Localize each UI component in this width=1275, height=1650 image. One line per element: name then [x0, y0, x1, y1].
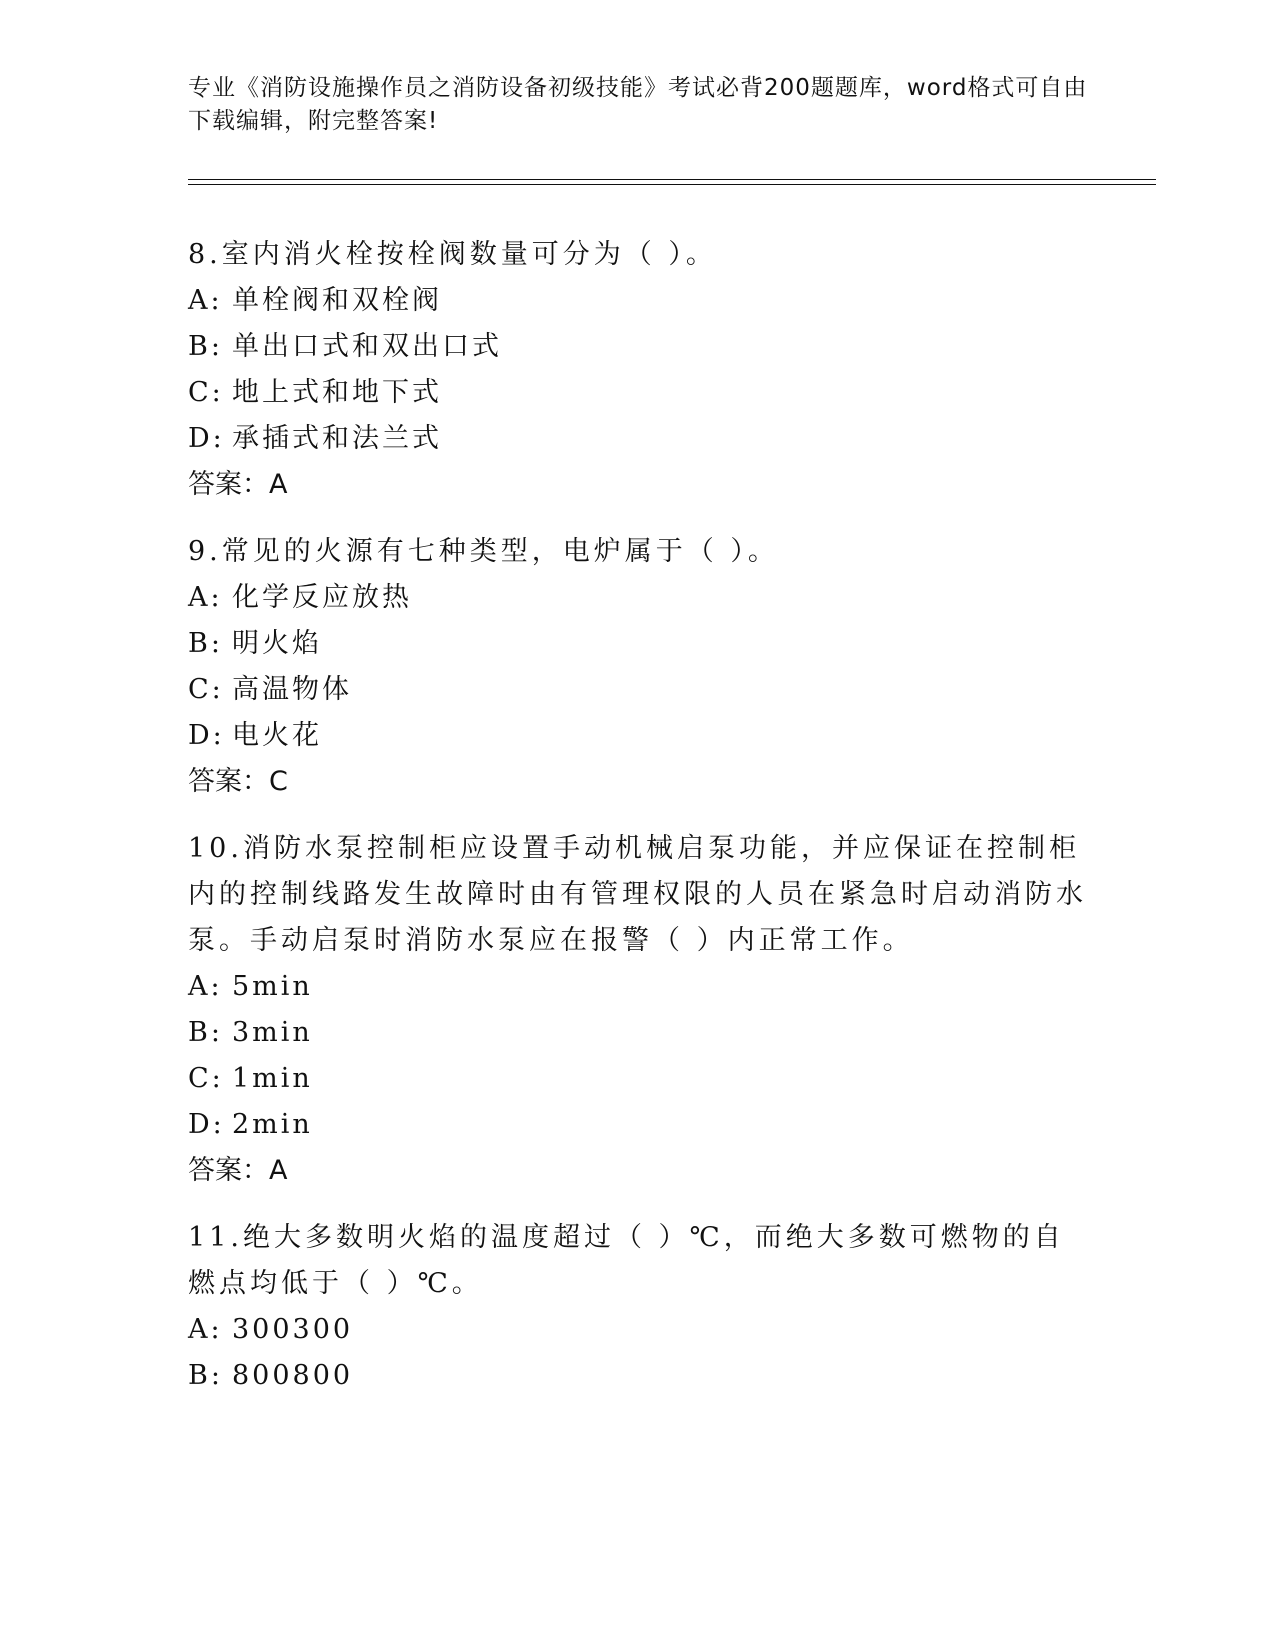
option-key: D: [188, 720, 225, 751]
option-a [188, 1307, 1088, 1353]
question-11 [188, 1215, 1088, 1399]
option-text: 5min [232, 971, 313, 1002]
option-text: 3min [232, 1017, 313, 1048]
option-b [188, 1010, 1088, 1056]
question-10 [188, 826, 1088, 1194]
option-text: 800800 [232, 1360, 354, 1391]
option-key: A: [188, 582, 223, 613]
option-c [188, 1056, 1088, 1102]
option-d [188, 416, 1088, 462]
question-stem: 9.常见的火源有七种类型，电炉属于（ ）。 [188, 536, 779, 567]
option-key: D: [188, 423, 225, 454]
option-key: B: [188, 628, 223, 659]
option-c [188, 667, 1088, 713]
option-text: 电火花 [232, 720, 322, 751]
option-b [188, 1353, 1088, 1399]
option-key: B: [188, 1360, 223, 1391]
question-stem: 10.消防水泵控制柜应设置手动机械启泵功能，并应保证在控制柜内的控制线路发生故障时由有管理权限的人员在紧急时启动消防水泵。手动启泵时消防水泵应在报警（ ）内正常工作。 [188, 833, 1087, 956]
option-a [188, 964, 1088, 1010]
document-header: 专业《消防设施操作员之消防设备初级技能》考试必背200题题库，word格式可自由下载编辑，附完整答案! [188, 75, 1088, 134]
header-divider-top [188, 179, 1156, 180]
question-stem: 8.室内消火栓按栓阀数量可分为（ ）。 [188, 239, 717, 270]
option-key: D: [188, 1109, 225, 1140]
option-text: 2min [232, 1109, 313, 1140]
option-text: 高温物体 [232, 674, 352, 705]
option-text: 地上式和地下式 [232, 377, 442, 408]
answer-line: 答案：C [188, 766, 288, 797]
option-text: 承插式和法兰式 [232, 423, 442, 454]
answer-line: 答案：A [188, 1155, 288, 1186]
question-8 [188, 232, 1088, 508]
option-text: 1min [232, 1063, 313, 1094]
option-d [188, 1102, 1088, 1148]
option-key: B: [188, 331, 223, 362]
option-a [188, 278, 1088, 324]
question-9 [188, 529, 1088, 805]
option-key: C: [188, 377, 224, 408]
option-text: 化学反应放热 [232, 582, 412, 613]
option-d [188, 713, 1088, 759]
answer-line: 答案：A [188, 469, 288, 500]
option-key: C: [188, 674, 224, 705]
option-key: C: [188, 1063, 224, 1094]
header-divider-bottom [188, 184, 1156, 185]
question-list [188, 232, 1088, 1420]
question-stem: 11.绝大多数明火焰的温度超过（ ）℃，而绝大多数可燃物的自燃点均低于（ ）℃。 [188, 1222, 1065, 1299]
option-key: A: [188, 971, 223, 1002]
option-a [188, 575, 1088, 621]
option-text: 明火焰 [232, 628, 322, 659]
option-key: A: [188, 285, 223, 316]
option-text: 300300 [232, 1314, 354, 1345]
option-c [188, 370, 1088, 416]
option-b [188, 621, 1088, 667]
option-b [188, 324, 1088, 370]
option-text: 单出口式和双出口式 [232, 331, 502, 362]
option-text: 单栓阀和双栓阀 [232, 285, 442, 316]
option-key: B: [188, 1017, 223, 1048]
option-key: A: [188, 1314, 223, 1345]
